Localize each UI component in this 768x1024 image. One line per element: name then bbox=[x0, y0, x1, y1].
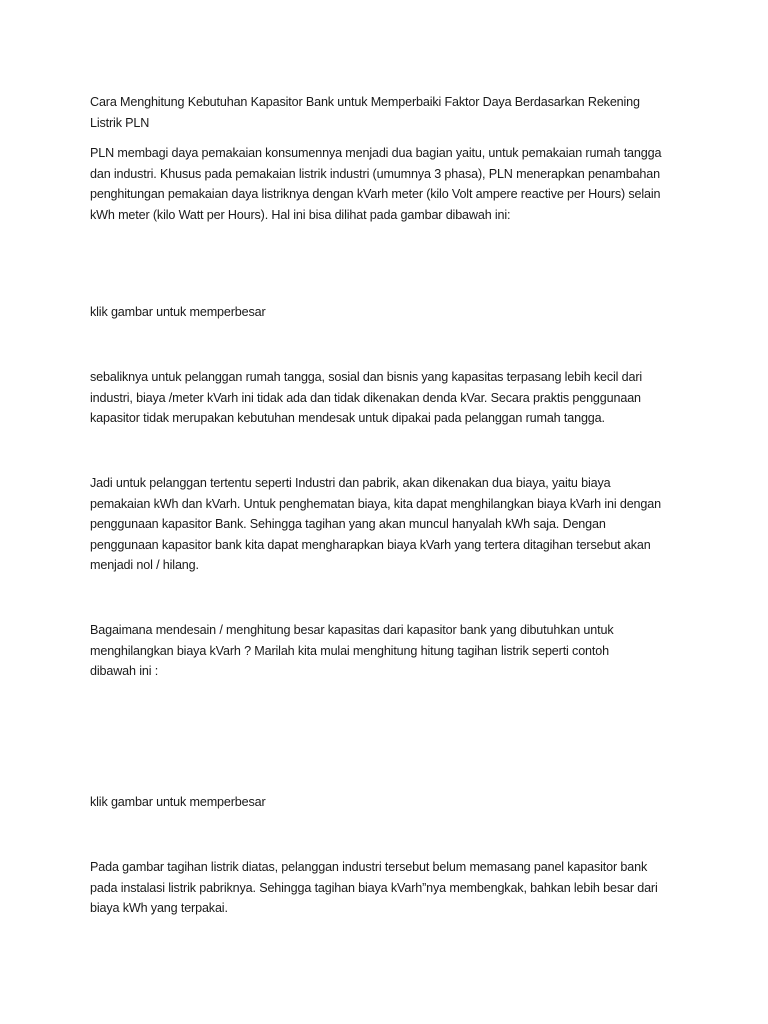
paragraph-line: dan industri. Khusus pada pemakaian listrik industri (umumnya 3 phasa), PLN menerapkan penambahan bbox=[90, 166, 660, 181]
paragraph-line: pemakaian kWh dan kVarh. Untuk penghematan biaya, kita dapat menghilangkan biaya kVarh ini dengan bbox=[90, 496, 661, 511]
document-title bbox=[90, 92, 690, 133]
paragraph-line: sebaliknya untuk pelanggan rumah tangga, sosial dan bisnis yang kapasitas terpasang lebih kecil dari bbox=[90, 370, 643, 384]
residential-paragraph bbox=[90, 367, 690, 429]
paragraph-line: menghilangkan biaya kVarh ? Marilah kita mulai menghitung hitung tagihan listrik seperti contoh bbox=[90, 643, 609, 658]
paragraph-line: Jadi untuk pelanggan tertentu seperti Industri dan pabrik, akan dikenakan dua biaya, yaitu biaya bbox=[90, 476, 611, 490]
paragraph-line: dibawah ini : bbox=[90, 664, 159, 679]
paragraph-line: pada instalasi listrik pabriknya. Sehingga tagihan biaya kVarh”nya membengkak, bahkan lebih besar dari bbox=[90, 880, 658, 895]
paragraph-line: Bagaimana mendesain / menghitung besar kapasitas dari kapasitor bank yang dibutuhkan untuk bbox=[90, 623, 614, 637]
industrial-paragraph bbox=[90, 473, 690, 576]
paragraph-line: kapasitor tidak merupakan kebutuhan mendesak untuk dipakai pada pelanggan rumah tangga. bbox=[90, 411, 605, 426]
paragraph-line: penggunaan kapasitor Bank. Sehingga tagihan yang akan muncul hanyalah kWh saja. Dengan bbox=[90, 517, 606, 532]
paragraph-line: penghitungan pemakaian daya listriknya dengan kVarh meter (kilo Volt ampere reactive per Hours) selain bbox=[90, 187, 661, 202]
title-line: Listrik PLN bbox=[90, 115, 150, 130]
caption-text: klik gambar untuk memperbesar bbox=[90, 305, 266, 319]
paragraph-line: PLN membagi daya pemakaian konsumennya menjadi dua bagian yaitu, untuk pemakaian rumah tangga bbox=[90, 146, 662, 160]
question-paragraph bbox=[90, 620, 690, 682]
intro-paragraph bbox=[90, 143, 690, 225]
caption-text: klik gambar untuk memperbesar bbox=[90, 795, 266, 809]
paragraph-line: biaya kWh yang terpakai. bbox=[90, 901, 228, 916]
paragraph-line: industri, biaya /meter kVarh ini tidak ada dan tidak dikenakan denda kVar. Secara praktis penggunaan bbox=[90, 390, 641, 405]
image-caption-link[interactable] bbox=[90, 302, 690, 323]
bill-paragraph bbox=[90, 857, 690, 919]
image-caption-link[interactable] bbox=[90, 792, 690, 813]
paragraph-line: menjadi nol / hilang. bbox=[90, 558, 199, 573]
paragraph-line: Pada gambar tagihan listrik diatas, pelanggan industri tersebut belum memasang panel kapasitor bank bbox=[90, 860, 648, 874]
title-line: Cara Menghitung Kebutuhan Kapasitor Bank untuk Memperbaiki Faktor Daya Berdasarkan Rekening bbox=[90, 95, 640, 109]
paragraph-line: kWh meter (kilo Watt per Hours). Hal ini bisa dilihat pada gambar dibawah ini: bbox=[90, 207, 511, 222]
paragraph-line: penggunaan kapasitor bank kita dapat mengharapkan biaya kVarh yang tertera ditagihan tersebut akan bbox=[90, 537, 651, 552]
